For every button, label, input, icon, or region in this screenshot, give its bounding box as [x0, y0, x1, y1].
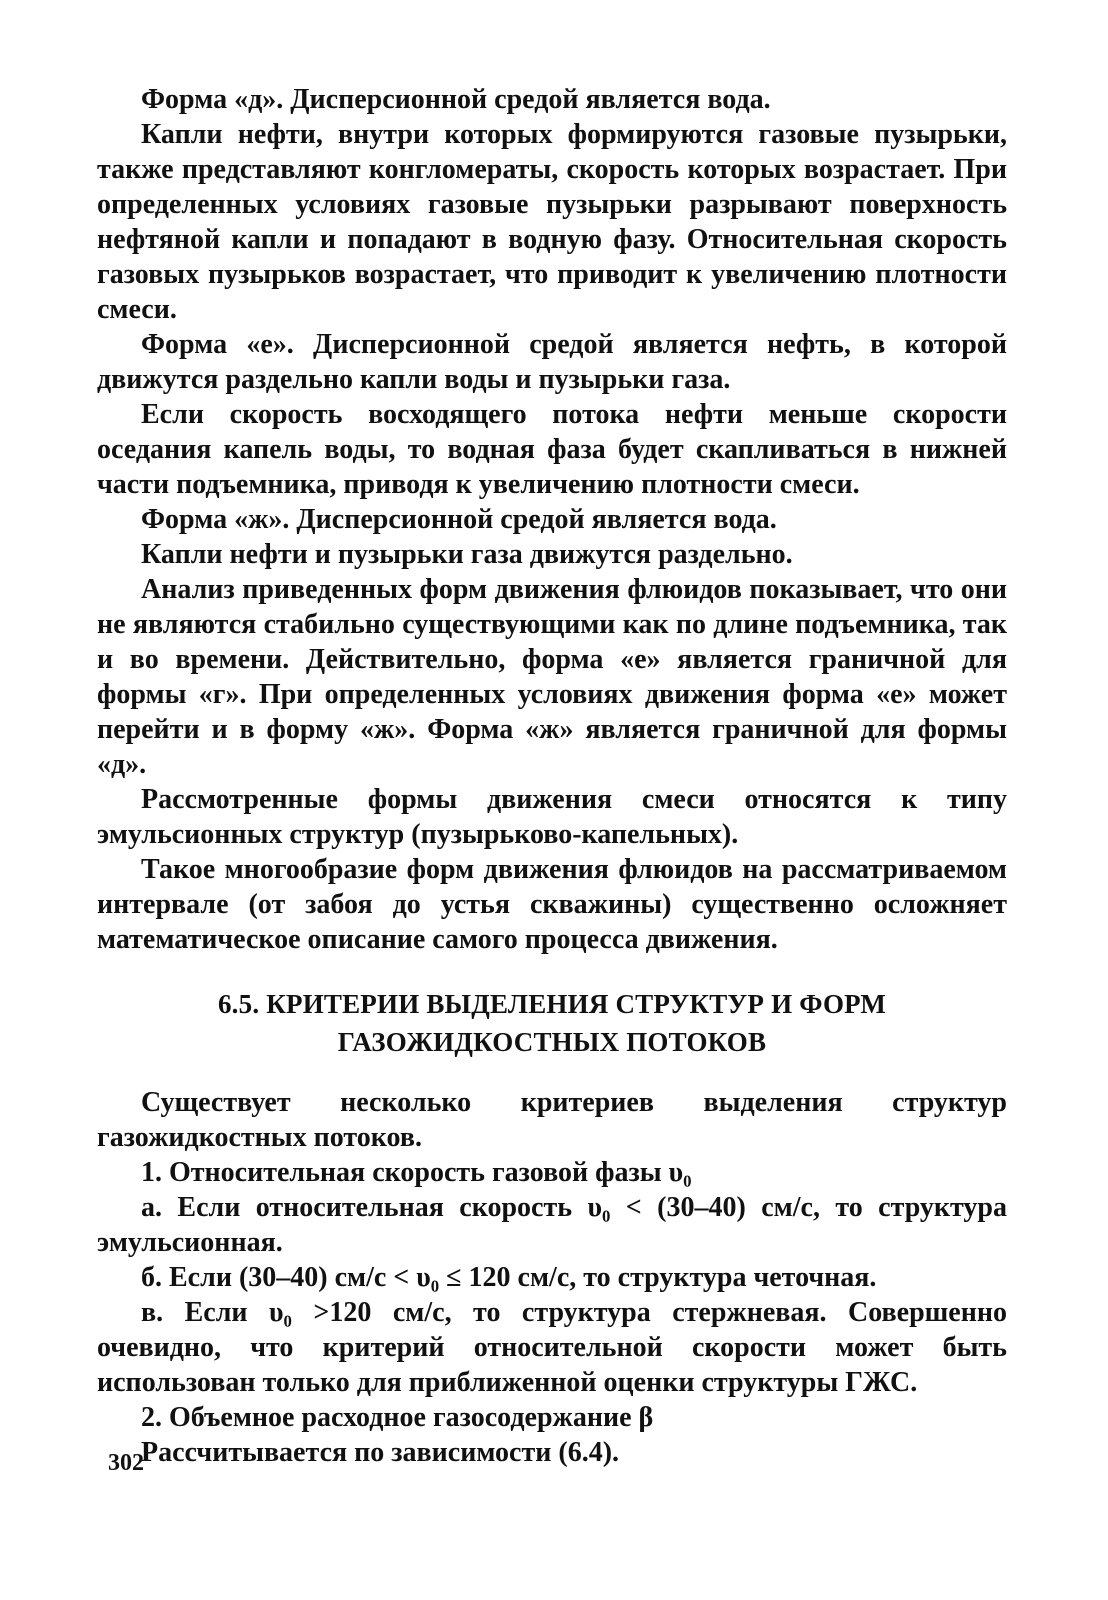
section-heading-line-1: 6.5. КРИТЕРИИ ВЫДЕЛЕНИЯ СТРУКТУР И ФОРМ [217, 989, 887, 1019]
section-heading-line-2: ГАЗОЖИДКОСТНЫХ ПОТОКОВ [337, 1027, 767, 1057]
criterion-heading: 2. Объемное расходное газосодержание β [141, 1402, 654, 1433]
paragraph: Капли нефти и пузырьки газа движутся раздельно. [141, 539, 793, 570]
section-heading [97, 985, 1007, 1061]
paragraph: Форма «д». Дисперсионной средой является вода. [141, 84, 771, 115]
paragraph: Существует несколько критериев выделения структур газожидкостных потоков. [97, 1087, 1007, 1153]
paragraph: Если скорость восходящего потока нефти меньше скорости оседания капель воды, то водная фаза будет скапливаться в нижней части подъемника, приводя к увеличению плотности смеси. [97, 399, 1007, 500]
paragraph: Рассчитывается по зависимости (6.4). [141, 1437, 620, 1468]
criterion-item: в. Если υ₀ >120 см/с, то структура стержневая. Совершенно очевидно, что критерий относительной скорости может быть использован только для приближенной оценки структуры ГЖС. [97, 1297, 1007, 1398]
paragraph: Рассмотренные формы движения смеси относятся к типу эмульсионных структур (пузырьково-капельных). [97, 784, 1007, 850]
criterion-item: а. Если относительная скорость υ₀ < (30–40) см/с, то структура эмульсионная. [97, 1192, 1007, 1258]
page-body [97, 82, 1007, 1470]
paragraph: Форма «е». Дисперсионной средой является нефть, в которой движутся раздельно капли воды и пузырьки газа. [97, 329, 1007, 395]
criterion-item: б. Если (30–40) см/с < υ₀ ≤ 120 см/с, то структура четочная. [141, 1262, 877, 1293]
paragraph: Форма «ж». Дисперсионной средой является вода. [141, 504, 777, 535]
page-number: 302 [108, 1450, 144, 1476]
criterion-heading: 1. Относительная скорость газовой фазы υ₀ [141, 1157, 692, 1188]
paragraph: Анализ приведенных форм движения флюидов показывает, что они не являются стабильно существующими как по длине подъемника, так и во времени. Действительно, форма «е» является граничной для формы «г». При определенных условиях движения форма «е» может перейти и в форму «ж». Форма «ж» является граничной для формы «д». [97, 574, 1007, 780]
paragraph: Такое многообразие форм движения флюидов на рассматриваемом интервале (от забоя до устья скважины) существенно осложняет математическое описание самого процесса движения. [97, 854, 1007, 955]
paragraph: Капли нефти, внутри которых формируются газовые пузырьки, также представляют конгломераты, скорость которых возрастает. При определенных условиях газовые пузырьки разрывают поверхность нефтяной капли и попадают в водную фазу. Относительная скорость газовых пузырьков возрастает, что приводит к увеличению плотности смеси. [97, 119, 1007, 325]
